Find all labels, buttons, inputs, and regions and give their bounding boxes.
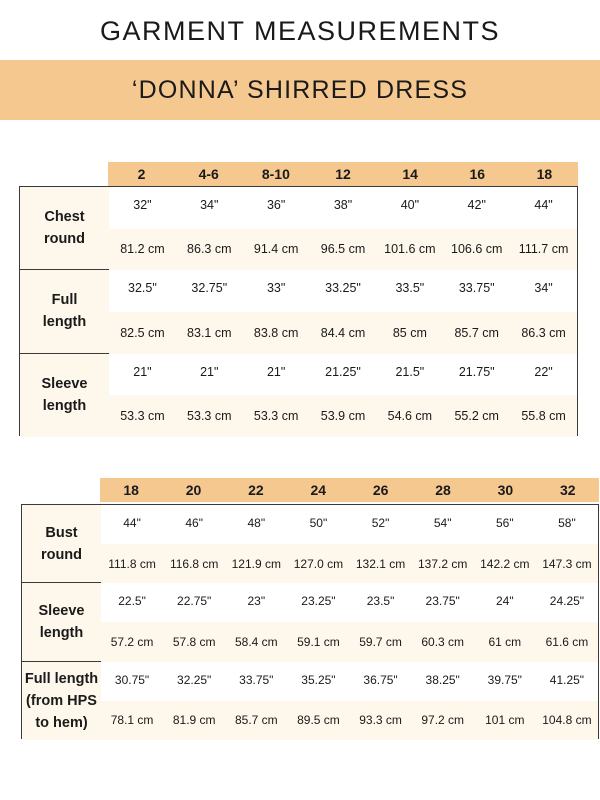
imperial-value-cell: 21.5" (395, 364, 425, 379)
metric-value-cell: 61.6 cm (545, 635, 589, 649)
metric-value-cell: 78.1 cm (110, 713, 154, 728)
size-header-cell: 22 (248, 482, 264, 498)
imperial-value-cell: 34" (200, 198, 219, 212)
metric-value-cell: 53.3 cm (187, 409, 232, 424)
imperial-value-cell: 22.75" (177, 594, 212, 609)
metric-value-cell: 85.7 cm (234, 713, 278, 728)
measurement-group (22, 583, 598, 661)
size-header-cell: 2 (137, 166, 146, 182)
imperial-value-row (109, 187, 577, 229)
imperial-value-cell: 54" (433, 516, 452, 530)
imperial-value-cell: 38.25" (425, 672, 460, 687)
metric-value-cell: 61 cm (488, 635, 522, 649)
metric-value-row (101, 544, 598, 583)
imperial-value-cell: 48" (247, 516, 266, 530)
imperial-value-cell: 52" (371, 516, 390, 530)
metric-value-cell: 60.3 cm (421, 635, 465, 649)
measurement-label: Full length (20, 270, 109, 352)
metric-value-row (109, 312, 577, 354)
size-header-row (108, 162, 578, 186)
imperial-value-cell: 38" (333, 198, 353, 212)
metric-value-cell: 132.1 cm (355, 556, 406, 571)
measurement-label: Sleeve length (20, 354, 109, 437)
imperial-value-cell: 21" (266, 364, 286, 379)
metric-value-cell: 82.5 cm (120, 325, 165, 340)
imperial-value-cell: 58" (558, 516, 576, 530)
metric-value-cell: 96.5 cm (320, 242, 366, 257)
size-header-cell: 26 (372, 482, 389, 498)
metric-value-cell: 59.7 cm (359, 635, 402, 649)
imperial-value-cell: 36" (266, 198, 286, 212)
imperial-value-cell: 21" (200, 364, 219, 379)
metric-value-cell: 106.6 cm (451, 242, 503, 257)
imperial-value-cell: 33" (266, 281, 286, 296)
imperial-value-cell: 21.25" (325, 364, 361, 379)
size-header-cell: 14 (402, 166, 418, 182)
imperial-value-cell: 22.5" (118, 594, 146, 609)
metric-value-cell: 111.8 cm (108, 556, 156, 571)
imperial-value-cell: 33.75" (458, 281, 495, 296)
measurement-group (22, 662, 598, 740)
imperial-value-cell: 56" (496, 516, 514, 530)
metric-value-row (101, 701, 598, 740)
imperial-value-cell: 23.75" (425, 594, 460, 609)
metric-value-cell: 85.7 cm (454, 325, 499, 340)
imperial-value-cell: 36.75" (363, 672, 398, 687)
imperial-value-cell: 21.75" (458, 364, 495, 379)
imperial-value-cell: 32.5" (128, 281, 157, 296)
metric-value-cell: 104.8 cm (542, 713, 592, 728)
metric-value-cell: 142.2 cm (480, 556, 530, 571)
measurement-group (20, 187, 577, 270)
metric-value-cell: 84.4 cm (320, 325, 366, 340)
metric-value-cell: 89.5 cm (297, 713, 340, 728)
measurement-label: Full length (from HPS to hem) (22, 662, 101, 740)
metric-value-cell: 57.2 cm (110, 635, 154, 649)
imperial-value-cell: 33.5" (395, 281, 425, 296)
size-header-cell: 28 (435, 482, 451, 498)
measurement-label: Bust round (22, 505, 101, 582)
imperial-value-row (101, 583, 598, 622)
metric-value-cell: 91.4 cm (253, 242, 299, 257)
imperial-value-cell: 33.25" (325, 281, 361, 296)
metric-value-cell: 127.0 cm (293, 556, 344, 571)
imperial-value-cell: 35.25" (301, 672, 336, 687)
measurement-group (20, 270, 577, 353)
metric-value-cell: 85 cm (392, 325, 427, 340)
metric-value-cell: 81.2 cm (120, 242, 165, 257)
measurement-label: Chest round (20, 187, 109, 269)
imperial-value-cell: 23.25" (301, 594, 336, 609)
metric-value-cell: 93.3 cm (359, 713, 402, 728)
metric-value-cell: 55.8 cm (521, 409, 566, 424)
imperial-value-row (101, 505, 598, 544)
metric-value-cell: 53.9 cm (320, 409, 366, 424)
imperial-value-cell: 34" (534, 281, 553, 296)
subtitle-text: ‘DONNA’ SHIRRED DRESS (131, 75, 469, 104)
size-header-cell: 18 (536, 166, 553, 182)
imperial-value-row (109, 270, 577, 312)
imperial-value-cell: 32.75" (191, 281, 228, 296)
imperial-value-cell: 24" (496, 594, 514, 609)
imperial-value-cell: 30.75" (114, 672, 150, 687)
size-header-cell: 4-6 (198, 166, 219, 182)
metric-value-cell: 57.8 cm (172, 635, 216, 649)
imperial-value-cell: 44" (123, 516, 141, 530)
imperial-value-cell: 46" (185, 516, 203, 530)
metric-value-cell: 58.4 cm (234, 635, 278, 649)
metric-value-cell: 55.2 cm (454, 409, 499, 424)
imperial-value-cell: 44" (534, 198, 553, 212)
table-body (19, 186, 578, 436)
size-header-cell: 8-10 (261, 166, 290, 182)
metric-value-cell: 86.3 cm (187, 242, 232, 257)
imperial-value-cell: 50" (309, 516, 328, 530)
imperial-value-cell: 41.25" (549, 672, 585, 687)
metric-value-cell: 59.1 cm (297, 635, 340, 649)
measurement-group (22, 505, 598, 583)
metric-value-cell: 54.6 cm (387, 409, 433, 424)
imperial-value-cell: 33.75" (239, 672, 274, 687)
size-header-cell: 16 (469, 166, 486, 182)
imperial-value-cell: 23.5" (366, 594, 395, 609)
imperial-value-cell: 23" (247, 594, 266, 609)
size-header-row (100, 478, 599, 502)
imperial-value-cell: 22" (534, 364, 553, 379)
imperial-value-cell: 32" (133, 198, 152, 212)
subtitle-banner (0, 60, 600, 120)
metric-value-cell: 97.2 cm (421, 713, 465, 728)
metric-value-cell: 101.6 cm (384, 242, 436, 257)
imperial-value-row (101, 662, 598, 701)
size-header-cell: 32 (560, 482, 576, 498)
imperial-value-row (109, 354, 577, 396)
size-header-cell: 24 (310, 482, 327, 498)
size-header-cell: 18 (123, 482, 139, 498)
metric-value-cell: 137.2 cm (418, 556, 468, 571)
size-header-cell: 30 (497, 482, 514, 498)
metric-value-cell: 86.3 cm (521, 325, 566, 340)
imperial-value-cell: 39.75" (487, 672, 522, 687)
imperial-value-cell: 32.25" (177, 672, 212, 687)
metric-value-cell: 53.3 cm (120, 409, 165, 424)
metric-value-cell: 101 cm (485, 713, 525, 728)
metric-value-cell: 81.9 cm (172, 713, 216, 728)
metric-value-row (109, 395, 577, 437)
metric-value-cell: 83.1 cm (187, 325, 232, 340)
size-header-cell: 12 (335, 166, 351, 182)
page-title: GARMENT MEASUREMENTS (99, 16, 501, 46)
metric-value-cell: 53.3 cm (253, 409, 299, 424)
measurement-label: Sleeve length (22, 583, 101, 660)
measurement-group (20, 354, 577, 437)
imperial-value-cell: 21" (133, 364, 152, 379)
imperial-value-cell: 40" (400, 198, 420, 212)
metric-value-cell: 147.3 cm (542, 556, 592, 571)
size-header-cell: 20 (185, 482, 202, 498)
metric-value-row (109, 229, 577, 271)
metric-value-cell: 121.9 cm (231, 556, 281, 571)
metric-value-cell: 111.7 cm (518, 242, 569, 257)
metric-value-cell: 83.8 cm (253, 325, 299, 340)
metric-value-cell: 116.8 cm (169, 556, 219, 571)
metric-value-row (101, 622, 598, 661)
table-body (21, 504, 599, 739)
imperial-value-cell: 42" (467, 198, 486, 212)
imperial-value-cell: 24.25" (549, 594, 585, 609)
